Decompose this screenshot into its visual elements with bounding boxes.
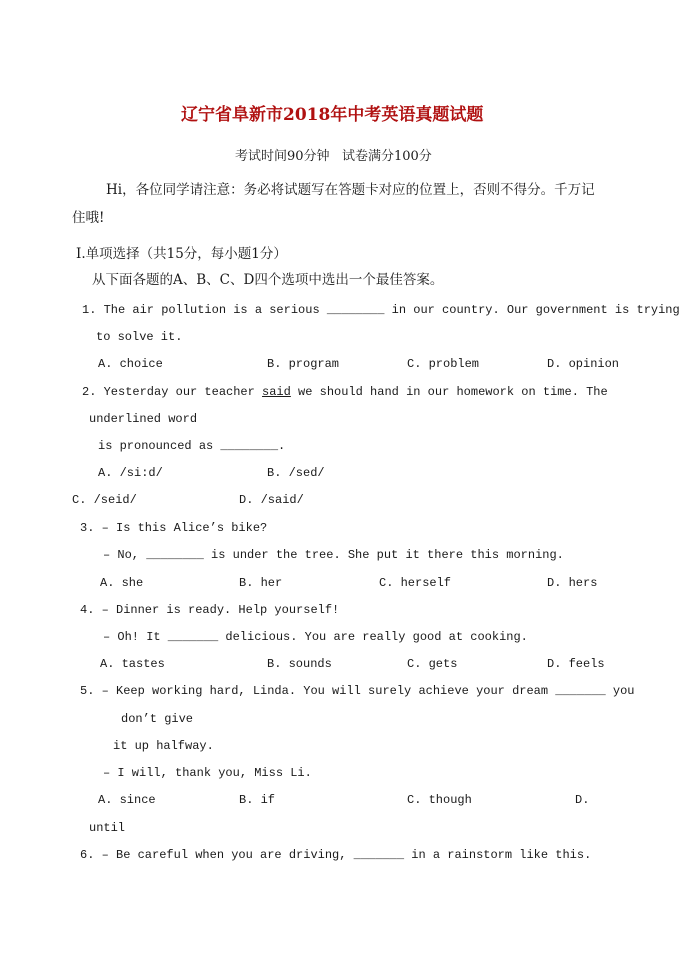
- question-4-line-1: 4. – Dinner is ready. Help yourself!: [80, 603, 340, 617]
- question-5-option-c: C. though: [407, 793, 472, 807]
- question-5-line-1: 5. – Keep working hard, Linda. You will surely achieve your dream _______ you: [80, 684, 635, 698]
- question-2-option-d: D. /said/: [239, 493, 304, 507]
- question-2-line-3: is pronounced as ________.: [98, 439, 286, 453]
- question-2-underlined-word: said: [262, 385, 291, 399]
- question-4-option-b: B. sounds: [267, 657, 332, 671]
- notice-line-1: Hi，各位同学请注意：务必将试题写在答题卡对应的位置上，否则不得分。千万记: [106, 182, 595, 198]
- question-1-line-1: 1. The air pollution is a serious ________ in our country. Our government is trying: [82, 303, 680, 317]
- question-4-option-a: A. tastes: [100, 657, 165, 671]
- question-2-line-2: underlined word: [89, 412, 198, 426]
- question-3-option-b: B. her: [239, 576, 283, 590]
- question-2-text-post: we should hand in our homework on time. The: [290, 385, 608, 399]
- question-5-option-d: D.: [575, 793, 590, 807]
- question-5-option-a: A. since: [98, 793, 156, 807]
- question-1-option-a: A. choice: [98, 357, 163, 371]
- section-instruction: 从下面各题的A、B、C、D四个选项中选出一个最佳答案。: [92, 272, 444, 288]
- question-4-option-d: D. feels: [547, 657, 605, 671]
- question-2-option-b: B. /sed/: [267, 466, 325, 480]
- question-5-option-d-text: until: [89, 821, 126, 835]
- question-3-option-c: C. herself: [379, 576, 452, 590]
- question-2-option-c: C. /seid/: [72, 493, 137, 507]
- question-3-line-1: 3. – Is this Alice’s bike?: [80, 521, 268, 535]
- question-4-option-c: C. gets: [407, 657, 458, 671]
- question-5-option-b: B. if: [239, 793, 276, 807]
- notice-line-2: 住哦!: [72, 210, 105, 226]
- question-3-option-d: D. hers: [547, 576, 598, 590]
- question-6-line-1: 6. – Be careful when you are driving, _______ in a rainstorm like this.: [80, 848, 592, 862]
- question-2-line-1: [82, 386, 608, 398]
- question-2-option-a: A. /si:d/: [98, 466, 163, 480]
- question-5-line-2: don’t give: [121, 712, 194, 726]
- exam-info: 考试时间90分钟 试卷满分100分: [235, 149, 432, 164]
- question-3-line-2: – No, ________ is under the tree. She put it there this morning.: [103, 548, 564, 562]
- question-1-line-2: to solve it.: [96, 330, 183, 344]
- section-heading: Ⅰ.单项选择（共15分，每小题1分）: [76, 246, 287, 262]
- question-1-option-b: B. program: [267, 357, 340, 371]
- question-5-line-3: it up halfway.: [113, 739, 214, 753]
- question-3-option-a: A. she: [100, 576, 144, 590]
- question-5-line-4: – I will, thank you, Miss Li.: [103, 766, 312, 780]
- question-1-option-d: D. opinion: [547, 357, 620, 371]
- question-4-line-2: – Oh! It _______ delicious. You are really good at cooking.: [103, 630, 528, 644]
- page-title: 辽宁省阜新市2018年中考英语真题试题: [181, 105, 484, 125]
- question-2-text-pre: 2. Yesterday our teacher: [82, 385, 263, 399]
- question-1-option-c: C. problem: [407, 357, 480, 371]
